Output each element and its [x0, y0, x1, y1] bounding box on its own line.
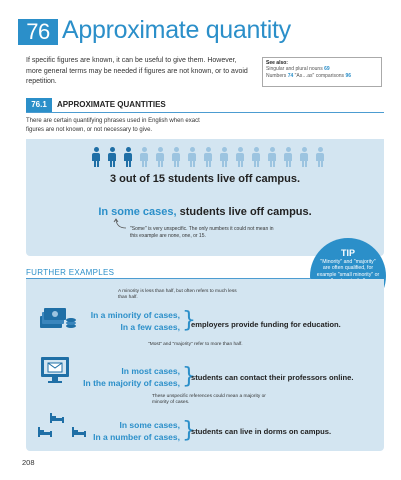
example-note: "Most" and "majority" refer to more than half.	[148, 342, 243, 347]
see-also-box	[262, 57, 382, 87]
brace: }	[182, 418, 196, 443]
section-header	[26, 98, 384, 113]
person-icon	[204, 147, 212, 167]
see-also-item: Numbers	[266, 72, 287, 79]
further-examples-heading: FURTHER EXAMPLES	[26, 268, 115, 277]
example-note: These unspecific references could mean a majority or minority of cases.	[152, 394, 266, 405]
person-icon	[92, 147, 100, 167]
example-result: employers provide funding for education.	[191, 320, 341, 329]
example-sentence-2	[26, 206, 384, 218]
see-also-ref: 69	[324, 66, 330, 73]
example-result: students can contact their professors online.	[191, 373, 354, 382]
person-icon	[268, 147, 276, 167]
see-also-ref: 96	[345, 72, 351, 79]
person-icon	[300, 147, 308, 167]
person-icon	[124, 147, 132, 167]
phrase-option: In a few cases,	[120, 322, 180, 332]
note-arrow-icon	[112, 218, 128, 230]
phrase-option: In a number of cases,	[93, 432, 180, 442]
brace: }	[182, 364, 196, 389]
section-title: APPROXIMATE QUANTITIES	[57, 100, 166, 109]
example-note: "Some" is very unspecific. The only numbers it could not mean in this example are none, one, or 15.	[130, 226, 274, 239]
section-number: 76.1	[26, 98, 52, 112]
phrase-group	[85, 309, 180, 333]
example-rest: students live off campus.	[176, 206, 312, 218]
phrase-option: In some cases,	[119, 420, 180, 430]
example-note: A minority is less than half, but often refers to much less than half.	[118, 289, 237, 300]
person-icon	[220, 147, 228, 167]
phrase-option: In the majority of cases,	[83, 378, 180, 388]
chapter-number: 76	[18, 19, 58, 45]
phrase-group	[62, 365, 180, 389]
chapter-title: Approximate quantity	[62, 16, 291, 44]
person-icon	[316, 147, 324, 167]
tip-heading: TIP	[340, 248, 355, 258]
bed-icon	[36, 411, 92, 439]
person-icon	[156, 147, 164, 167]
section-description: There are certain quantifying phrases used in English when exact figures are not known, or not necessary to give.	[26, 118, 200, 133]
people-illustration	[88, 146, 328, 168]
intro-text: If specific figures are known, it can be useful to give them. However, more general terms may be needed if figures are not known, or to avoid repetition.	[26, 57, 248, 85]
person-icon	[140, 147, 148, 167]
phrase-group	[85, 419, 180, 443]
example-highlight: In some cases,	[98, 206, 177, 218]
person-icon	[252, 147, 260, 167]
phrase-option: In a minority of cases,	[90, 310, 180, 320]
example-sentence-1: 3 out of 15 students live off campus.	[109, 173, 301, 185]
see-also-ref: 74	[287, 72, 294, 79]
person-icon	[236, 147, 244, 167]
brace: }	[182, 308, 196, 333]
tip-text: "Minority" and "majority" are often qualified, for example "small minority" or	[316, 259, 380, 278]
see-also-item: "As…as" comparisons	[294, 72, 345, 79]
money-icon	[38, 304, 78, 330]
see-also-item: Singular and plural nouns	[266, 66, 323, 73]
person-icon	[172, 147, 180, 167]
page-number: 208	[22, 458, 35, 467]
see-also-heading: See also:	[266, 60, 288, 66]
phrase-option: In most cases,	[121, 366, 180, 376]
example-result: students can live in dorms on campus.	[191, 427, 332, 436]
person-icon	[188, 147, 196, 167]
person-icon	[284, 147, 292, 167]
person-icon	[108, 147, 116, 167]
